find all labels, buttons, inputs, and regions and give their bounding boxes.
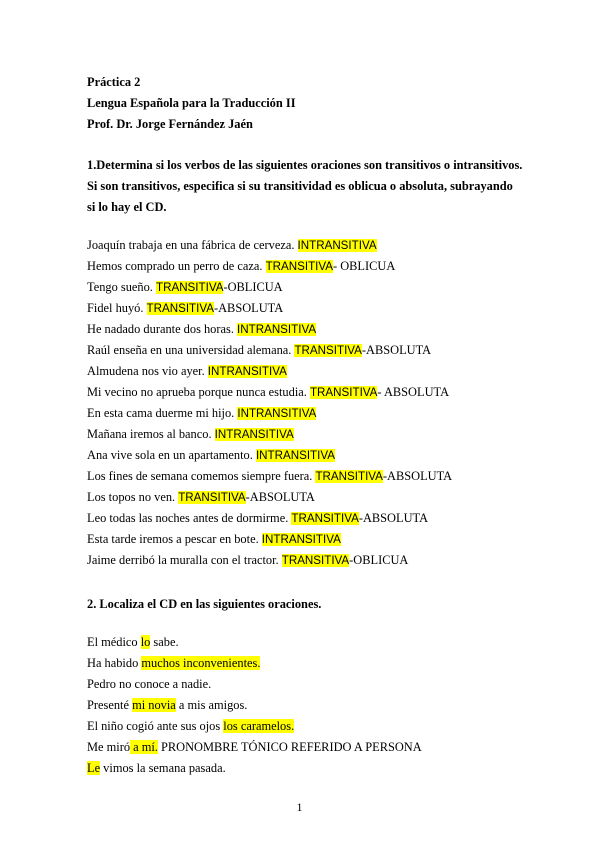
exercise2-sentence bbox=[87, 718, 294, 734]
professor-name: Prof. Dr. Jorge Fernández Jaén bbox=[87, 117, 253, 131]
answer-suffix: a mis amigos. bbox=[175, 698, 248, 712]
page-number: 1 bbox=[296, 800, 303, 814]
sentence-text: Presenté bbox=[87, 698, 133, 712]
highlighted-answer: INTRANSITIVA bbox=[214, 428, 294, 441]
sentence-text: Leo todas las noches antes de dormirme. bbox=[87, 511, 292, 525]
highlighted-answer: lo bbox=[140, 635, 151, 649]
exercise2-sentence bbox=[87, 760, 226, 776]
sentence-text: Ana vive sola en un apartamento. bbox=[87, 448, 256, 462]
highlighted-answer: TRANSITIVA bbox=[315, 470, 383, 483]
answer-suffix: -ABSOLUTA bbox=[361, 343, 432, 357]
highlighted-answer: los caramelos. bbox=[223, 719, 295, 733]
answer-suffix: - ABSOLUTA bbox=[377, 385, 450, 399]
exercise2-sentence bbox=[87, 655, 260, 671]
exercise2-sentence bbox=[87, 676, 211, 692]
highlighted-answer: TRANSITIVA bbox=[156, 281, 224, 294]
exercise1-sentence bbox=[87, 489, 315, 506]
answer-suffix: sabe. bbox=[150, 635, 179, 649]
answer-suffix: vimos la semana pasada. bbox=[100, 761, 226, 775]
highlighted-answer: INTRANSITIVA bbox=[207, 365, 287, 378]
highlighted-answer: INTRANSITIVA bbox=[237, 407, 317, 420]
highlighted-answer: TRANSITIVA bbox=[294, 344, 362, 357]
sentence-text: Me miró bbox=[87, 740, 131, 754]
answer-suffix: -ABSOLUTA bbox=[358, 511, 429, 525]
answer-suffix: - OBLICUA bbox=[333, 259, 396, 273]
sentence-text: Mañana iremos al banco. bbox=[87, 427, 215, 441]
exercise2-sentence bbox=[87, 634, 179, 650]
sentence-text: Almudena nos vio ayer. bbox=[87, 364, 208, 378]
exercise1-sentence bbox=[87, 363, 287, 380]
sentence-text: El niño cogió ante sus ojos bbox=[87, 719, 224, 733]
highlighted-answer: TRANSITIVA bbox=[146, 302, 214, 315]
answer-suffix: -OBLICUA bbox=[349, 553, 409, 567]
highlighted-answer: muchos inconvenientes. bbox=[141, 656, 261, 670]
exercise1-prompt-line1: 1.Determina si los verbos de las siguientes oraciones son transitivos o intransitivos. bbox=[87, 158, 523, 172]
exercise2-sentence bbox=[87, 697, 247, 713]
exercise1-sentence bbox=[87, 552, 408, 569]
exercise2-sentence bbox=[87, 739, 422, 755]
highlighted-answer: INTRANSITIVA bbox=[297, 239, 377, 252]
sentence-text: Pedro no conoce a nadie. bbox=[87, 677, 212, 691]
highlighted-answer: TRANSITIVA bbox=[178, 491, 246, 504]
sentence-text: Jaime derribó la muralla con el tractor. bbox=[87, 553, 282, 567]
sentence-text: He nadado durante dos horas. bbox=[87, 322, 238, 336]
sentence-text: Tengo sueño. bbox=[87, 280, 156, 294]
exercise1-sentence bbox=[87, 468, 452, 485]
highlighted-answer: INTRANSITIVA bbox=[237, 323, 317, 336]
answer-suffix: -ABSOLUTA bbox=[245, 490, 315, 504]
exercise1-sentence bbox=[87, 300, 283, 317]
sentence-text: Ha habido bbox=[87, 656, 142, 670]
course-name: Lengua Española para la Traducción II bbox=[87, 96, 296, 110]
answer-suffix: PRONOMBRE TÓNICO REFERIDO A PERSONA bbox=[157, 740, 422, 754]
sentence-text: Hemos comprado un perro de caza. bbox=[87, 259, 266, 273]
sentence-text: Los topos no ven. bbox=[87, 490, 179, 504]
sentence-text: Raúl enseña en una universidad alemana. bbox=[87, 343, 295, 357]
exercise1-sentence bbox=[87, 258, 395, 275]
highlighted-answer: TRANSITIVA bbox=[291, 512, 359, 525]
exercise1-sentence bbox=[87, 342, 431, 359]
answer-suffix: -ABSOLUTA bbox=[382, 469, 453, 483]
sentence-text: Fidel huyó. bbox=[87, 301, 147, 315]
exercise1-sentence bbox=[87, 426, 294, 443]
exercise1-sentence bbox=[87, 237, 377, 254]
exercise1-prompt-line2: Si son transitivos, especifica si su transitividad es oblicua o absoluta, subrayando bbox=[87, 179, 513, 193]
exercise1-sentence bbox=[87, 531, 341, 548]
exercise1-sentence bbox=[87, 405, 316, 422]
sentence-text: Mi vecino no aprueba porque nunca estudia. bbox=[87, 385, 310, 399]
highlighted-answer: TRANSITIVA bbox=[281, 554, 350, 567]
exercise1-sentence bbox=[87, 321, 316, 338]
sentence-text: Esta tarde iremos a pescar en bote. bbox=[87, 532, 262, 546]
highlighted-answer: mi novia bbox=[132, 698, 176, 712]
exercise2-prompt: 2. Localiza el CD en las siguientes oraciones. bbox=[87, 597, 322, 611]
highlighted-answer: INTRANSITIVA bbox=[255, 449, 335, 462]
answer-suffix: -ABSOLUTA bbox=[213, 301, 284, 315]
exercise1-prompt-line3: si lo hay el CD. bbox=[87, 200, 167, 214]
highlighted-answer: Le bbox=[87, 761, 101, 775]
exercise1-sentence bbox=[87, 279, 283, 296]
sentence-text: El médico bbox=[87, 635, 141, 649]
course-practice-title: Práctica 2 bbox=[87, 75, 141, 89]
highlighted-answer: a mí. bbox=[130, 740, 158, 754]
answer-suffix: -OBLICUA bbox=[223, 280, 283, 294]
exercise1-sentence bbox=[87, 447, 335, 464]
exercise1-sentence bbox=[87, 510, 428, 527]
highlighted-answer: INTRANSITIVA bbox=[261, 533, 341, 546]
highlighted-answer: TRANSITIVA bbox=[309, 386, 378, 399]
sentence-text: Los fines de semana comemos siempre fuera. bbox=[87, 469, 316, 483]
exercise1-sentence bbox=[87, 384, 449, 401]
sentence-text: En esta cama duerme mi hijo. bbox=[87, 406, 238, 420]
sentence-text: Joaquín trabaja en una fábrica de cerveza. bbox=[87, 238, 298, 252]
highlighted-answer: TRANSITIVA bbox=[265, 260, 333, 273]
